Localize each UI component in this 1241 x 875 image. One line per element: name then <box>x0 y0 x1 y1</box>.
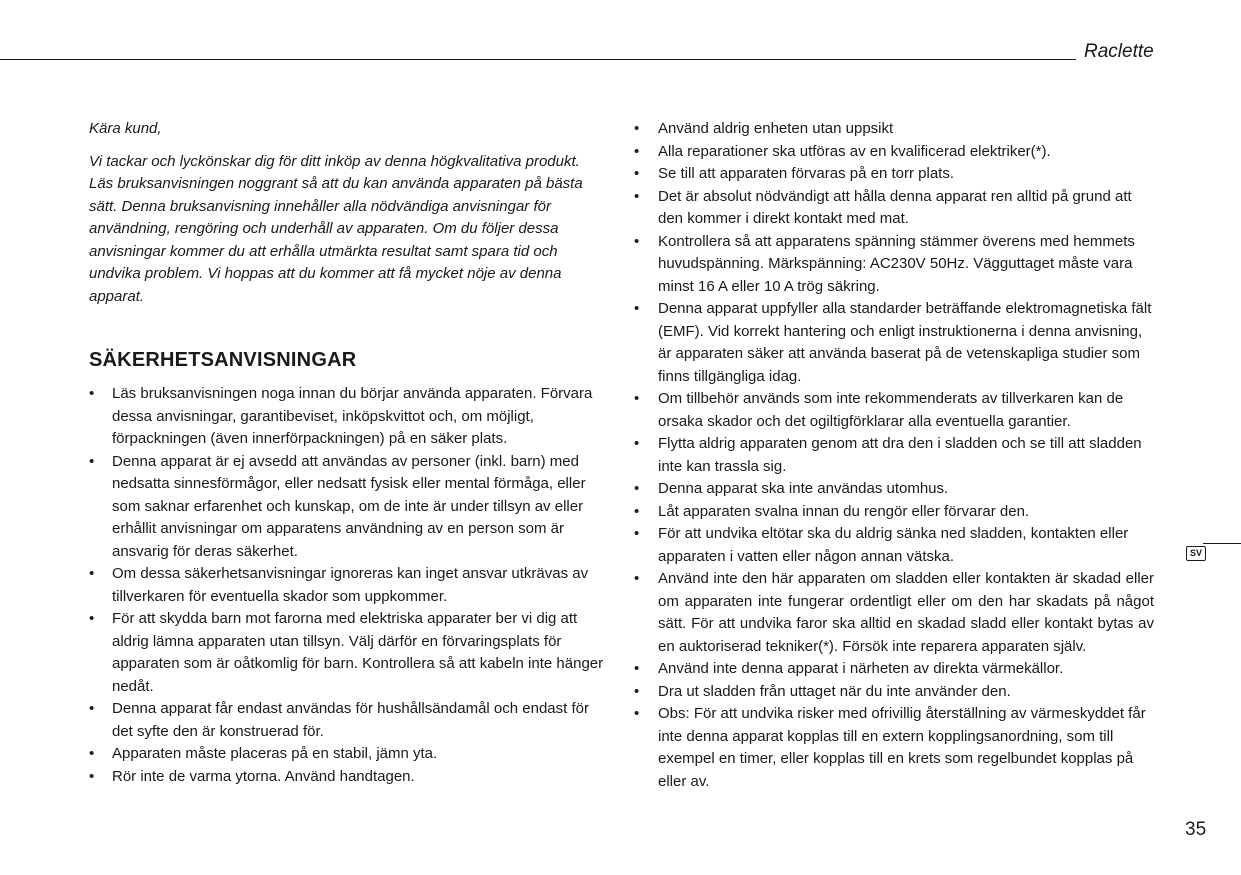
list-item-text: Om tillbehör används som inte rekommenderats av tillverkaren kan de orsaka skador och det ogiltigförklarar alla eventuella garantier. <box>658 390 1124 430</box>
bullet-icon: • <box>634 705 640 722</box>
bullet-icon: • <box>634 142 640 160</box>
left-column <box>89 118 609 788</box>
bullet-icon: • <box>89 767 95 785</box>
bullet-icon: • <box>89 700 95 717</box>
list-item <box>634 681 1154 704</box>
list-item-text: Läs bruksanvisningen noga innan du börjar använda apparaten. Förvara dessa anvisningar, garantibeviset, inköpskvittot och, om möjligt, förpackningen (även innerförpackningen) på en säker plats. <box>112 385 593 447</box>
list-item <box>89 383 609 451</box>
list-item <box>89 743 609 766</box>
list-item-text: Om dessa säkerhetsanvisningar ignoreras kan inget ansvar utkrävas av tillverkaren för eventuella skador som uppkommer. <box>112 565 589 605</box>
list-item <box>634 523 1154 568</box>
list-item <box>89 451 609 564</box>
bullet-icon: • <box>634 232 640 250</box>
list-item-text: Det är absolut nödvändigt att hålla denna apparat ren alltid på grund att den kommer i direkt kontakt med mat. <box>658 187 1132 227</box>
bullet-icon: • <box>634 525 640 542</box>
list-item-text: Alla reparationer ska utföras av en kvalificerad elektriker(*). <box>658 142 1051 160</box>
list-item-text: Låt apparaten svalna innan du rengör eller förvarar den. <box>658 502 1030 520</box>
list-item <box>634 388 1154 433</box>
list-item-text: Obs: För att undvika risker med ofrivillig återställning av värmeskyddet får inte denna apparat kopplas till en extern kopplingsanordning, som till exempel en timer, eller kopplas till en krets som regelbundet kopplas på eller av. <box>658 705 1146 790</box>
list-item-text: Dra ut sladden från uttaget när du inte använder den. <box>658 682 1011 700</box>
bullet-icon: • <box>634 435 640 452</box>
bullet-icon: • <box>634 187 640 205</box>
bullet-icon: • <box>634 165 640 182</box>
header-rule <box>0 59 1076 60</box>
list-item-text: Denna apparat uppfyller alla standarder beträffande elektromagnetiska fält (EMF). Vid korrekt hantering och enligt instruktionerna i denna anvisning, är apparaten säker att använda baserat på de vetenskapliga studier som finns tillgängliga idag. <box>658 300 1152 385</box>
list-item-text: Rör inte de varma ytorna. Använd handtagen. <box>112 767 415 785</box>
list-item <box>634 478 1154 501</box>
safety-list-right <box>634 118 1154 793</box>
list-item-text: För att skydda barn mot farorna med elektriska apparater ber vi dig att aldrig lämna apparaten utan tillsyn. Välj därför en förvaringsplats för apparaten som är oåtkomlig för barn. Kontrollera så att kabeln inte hänger nedåt. <box>112 610 604 695</box>
page-number: 35 <box>1185 819 1207 840</box>
list-item <box>634 568 1154 658</box>
section-title: SÄKERHETSANVISNINGAR <box>89 349 357 371</box>
list-item-text: Denna apparat är ej avsedd att användas av personer (inkl. barn) med nedsatta sinnesförmågor, eller nedsatt fysisk eller mental förmåga, eller som saknar erfarenhet och kunskap, om de inte är under tillsyn av eller erhållit anvisningar om apparatens användning av en person som är ansvarig för deras säkerhet. <box>112 452 586 560</box>
bullet-icon: • <box>634 480 640 497</box>
language-badge: SV <box>1186 546 1206 561</box>
list-item <box>89 563 609 608</box>
list-item-text: Använd inte den här apparaten om sladden eller kontakten är skadad eller om apparaten inte fungerar ordentligt eller om den har skadats på något sätt. För att undvika faror ska alltid en skadad sladd eller kontakt bytas av en auktoriserad tekniker(*). Försök inte reparera apparaten själv. <box>658 570 1154 655</box>
bullet-icon: • <box>634 120 640 137</box>
bullet-icon: • <box>634 682 640 700</box>
list-item <box>634 186 1154 231</box>
bullet-icon: • <box>89 610 95 627</box>
bullet-icon: • <box>634 390 640 407</box>
safety-list-left <box>89 383 609 788</box>
list-item <box>634 501 1154 524</box>
bullet-icon: • <box>89 565 95 582</box>
bullet-icon: • <box>634 660 640 677</box>
list-item-text: Använd aldrig enheten utan uppsikt <box>658 120 894 137</box>
list-item <box>634 433 1154 478</box>
bullet-icon: • <box>634 570 640 587</box>
salutation: Kära kund, <box>89 120 162 137</box>
list-item-text: Denna apparat ska inte användas utomhus. <box>658 480 949 497</box>
list-item-text: För att undvika eltötar ska du aldrig sänka ned sladden, kontakten eller apparaten i vatten eller någon annan vätska. <box>658 525 1129 565</box>
list-item <box>634 298 1154 388</box>
list-item <box>634 163 1154 186</box>
bullet-icon: • <box>634 300 640 317</box>
list-item-text: Kontrollera så att apparatens spänning stämmer överens med hemmets huvudspänning. Märkspänning: AC230V 50Hz. Vägguttaget måste vara minst 16 A eller 10 A trög säkring. <box>658 232 1135 295</box>
list-item <box>634 118 1154 141</box>
list-item-text: Denna apparat får endast användas för hushållsändamål och endast för det syfte den är konstruerad för. <box>112 700 589 740</box>
list-item <box>634 658 1154 681</box>
list-item-text: Använd inte denna apparat i närheten av direkta värmekällor. <box>658 660 1064 677</box>
list-item <box>634 141 1154 164</box>
list-item <box>89 608 609 698</box>
list-item-text: Apparaten måste placeras på en stabil, jämn yta. <box>112 745 438 762</box>
list-item <box>89 698 609 743</box>
list-item-text: Flytta aldrig apparaten genom att dra den i sladden och se till att sladden inte kan trassla sig. <box>658 435 1142 475</box>
bullet-icon: • <box>89 385 95 402</box>
intro-paragraph: Vi tackar och lyckönskar dig för ditt inköp av denna högkvalitativa produkt. Läs bruksanvisningen noggrant så att du kan använda apparaten på bästa sätt. Denna bruksanvisning innehåller alla nödvändiga anvisningar för användning, rengöring och underhåll av apparaten. Om du följer dessa anvisningar kommer du att erhålla utmärkta resultat samt spara tid och undvika problem. Vi hoppas att du kommer att få mycket nöje av denna apparat. <box>89 152 583 305</box>
bullet-icon: • <box>89 452 95 470</box>
side-tab-rule <box>1203 543 1241 544</box>
list-item-text: Se till att apparaten förvaras på en torr plats. <box>658 165 954 182</box>
list-item <box>634 231 1154 299</box>
list-item <box>89 766 609 789</box>
bullet-icon: • <box>89 745 95 762</box>
header-title: Raclette <box>1084 41 1154 62</box>
bullet-icon: • <box>634 502 640 520</box>
list-item <box>634 703 1154 793</box>
right-column <box>634 118 1154 793</box>
